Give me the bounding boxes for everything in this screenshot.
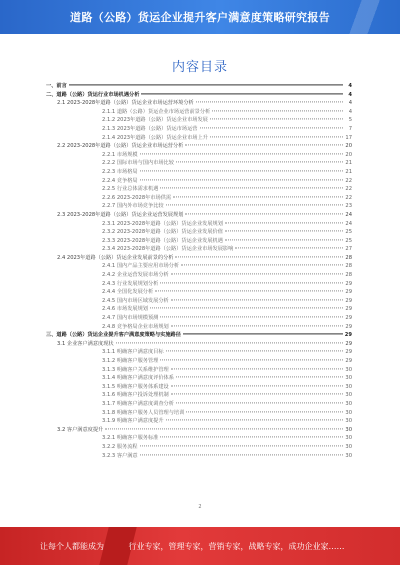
toc-entry[interactable] bbox=[46, 99, 352, 108]
toc-entry-label: 2.1.2 2023年道路（公路）货运企业市场发展 bbox=[102, 117, 208, 124]
toc-entry[interactable] bbox=[46, 434, 352, 443]
toc-entry-page: 30 bbox=[345, 443, 352, 450]
toc-entry-label: 2.2.6 2023-2028年市场供需 bbox=[102, 194, 172, 201]
toc-leader-dots bbox=[175, 256, 343, 257]
toc-entry-page: 21 bbox=[345, 168, 352, 175]
toc-entry-page: 30 bbox=[345, 366, 352, 373]
toc-leader-dots bbox=[225, 239, 343, 240]
toc-entry-label: 3.1.8 明确客户服务人员管理与培训 bbox=[102, 409, 185, 416]
toc-entry-label: 2.4 2023年道路（公路）货运企业发展前景的分析 bbox=[57, 254, 174, 261]
toc-entry-page: 5 bbox=[348, 117, 352, 124]
toc-entry-page: 30 bbox=[345, 409, 352, 416]
toc-leader-dots bbox=[183, 334, 343, 335]
toc-entry[interactable] bbox=[46, 426, 352, 435]
toc-entry-label: 2.1 2023-2028年道路（公路）货运企业市场运营环境分析 bbox=[57, 100, 194, 107]
toc-entry-label: 2.1.3 2023年道路（公路）货运市场运营 bbox=[102, 125, 198, 132]
toc-entry-page: 29 bbox=[345, 280, 352, 287]
toc-entry[interactable] bbox=[46, 159, 352, 168]
toc-entry-page: 29 bbox=[345, 306, 352, 313]
toc-leader-dots bbox=[116, 342, 343, 343]
toc-leader-dots bbox=[210, 136, 343, 137]
toc-leader-dots bbox=[185, 145, 343, 146]
toc-entry[interactable] bbox=[46, 271, 352, 280]
toc-entry-label: 2.2.3 市场格局 bbox=[102, 168, 138, 175]
toc-entry-page: 29 bbox=[345, 323, 352, 330]
toc-entry[interactable] bbox=[46, 383, 352, 392]
toc-entry-page: 25 bbox=[345, 237, 352, 244]
toc-entry[interactable] bbox=[46, 331, 352, 340]
toc-entry-label: 2.4.8 竞争格局企业市场规划 bbox=[102, 323, 169, 330]
toc-entry[interactable] bbox=[46, 280, 352, 289]
toc-entry-label: 2.2.2 国际市场与国内市场比较 bbox=[102, 160, 174, 167]
toc-entry-page: 28 bbox=[345, 272, 352, 279]
toc-entry-page: 27 bbox=[345, 246, 352, 253]
toc-entry[interactable] bbox=[46, 116, 352, 125]
toc-entry-page: 20 bbox=[345, 143, 352, 150]
toc-leader-dots bbox=[176, 377, 343, 378]
toc-entry-page: 4 bbox=[348, 83, 352, 89]
toc-leader-dots bbox=[185, 213, 343, 214]
toc-entry[interactable] bbox=[46, 228, 352, 237]
toc-leader-dots bbox=[150, 308, 343, 309]
toc-entry-page: 22 bbox=[345, 186, 352, 193]
toc-entry-label: 3.1.6 明确客户投诉处理机制 bbox=[102, 392, 169, 399]
toc-leader-dots bbox=[171, 368, 343, 369]
toc-leader-dots bbox=[160, 437, 343, 438]
toc-entry-label: 2.3.4 2023-2028年道路（公路）货运企业市场发展影响 bbox=[102, 246, 234, 253]
toc-leader-dots bbox=[225, 222, 343, 223]
toc-entry[interactable] bbox=[46, 262, 352, 271]
toc-entry-label: 3.2 客户满意度提升 bbox=[57, 426, 104, 433]
toc-leader-dots bbox=[105, 428, 343, 429]
toc-entry-page: 29 bbox=[345, 315, 352, 322]
toc-entry-label: 二、道路（公路）货运行业市场机遇分析 bbox=[46, 91, 140, 98]
toc-entry-page: 30 bbox=[345, 452, 352, 459]
toc-entry[interactable] bbox=[46, 254, 352, 263]
toc-entry-page: 29 bbox=[345, 349, 352, 356]
toc-leader-dots bbox=[181, 265, 343, 266]
toc-entry-page: 30 bbox=[345, 375, 352, 382]
toc-entry[interactable] bbox=[46, 211, 352, 220]
toc-entry-label: 2.3.3 2023-2028年道路（公路）货运企业发展机遇 bbox=[102, 237, 223, 244]
toc-entry-page: 17 bbox=[345, 134, 352, 141]
toc-leader-dots bbox=[140, 170, 343, 171]
table-of-contents bbox=[46, 82, 352, 460]
toc-entry[interactable] bbox=[46, 323, 352, 332]
toc-leader-dots bbox=[171, 385, 343, 386]
toc-entry-page: 29 bbox=[345, 297, 352, 304]
toc-entry-label: 2.2.5 行业总体需求机遇 bbox=[102, 186, 159, 193]
toc-leader-dots bbox=[196, 102, 343, 103]
toc-entry-page: 22 bbox=[345, 177, 352, 184]
toc-entry[interactable] bbox=[46, 443, 352, 452]
toc-entry-label: 3.1 企业客户满意度现状 bbox=[57, 340, 114, 347]
toc-leader-dots bbox=[140, 153, 343, 154]
toc-entry-label: 3.1.2 明确客户服务管理 bbox=[102, 358, 159, 364]
toc-entry-label: 三、道路（公路）货运企业提升客户满意度策略与实施路径 bbox=[46, 332, 181, 339]
toc-entry[interactable] bbox=[46, 452, 352, 461]
toc-leader-dots bbox=[166, 205, 343, 206]
toc-entry-label: 2.3.2 2023-2028年道路（公路）货运企业发展价值 bbox=[102, 229, 223, 236]
toc-entry[interactable] bbox=[46, 297, 352, 306]
toc-entry-label: 3.1.4 明确客户满意度评价体系 bbox=[102, 375, 174, 382]
toc-entry[interactable] bbox=[46, 91, 352, 100]
toc-entry-label: 3.2.2 服务流程 bbox=[102, 443, 138, 450]
toc-entry-label: 3.1.3 明确客户关系维护管理 bbox=[102, 366, 169, 373]
toc-leader-dots bbox=[171, 299, 343, 300]
toc-entry[interactable] bbox=[46, 409, 352, 418]
toc-leader-dots bbox=[173, 196, 343, 197]
toc-leader-dots bbox=[140, 445, 343, 446]
toc-entry-page: 30 bbox=[345, 418, 352, 425]
toc-entry[interactable] bbox=[46, 194, 352, 203]
toc-leader-dots bbox=[160, 188, 343, 189]
toc-entry[interactable] bbox=[46, 357, 352, 366]
toc-entry[interactable] bbox=[46, 185, 352, 194]
toc-leader-dots bbox=[140, 179, 343, 180]
footer-banner bbox=[0, 527, 400, 565]
toc-entry-label: 3.2.3 客户满意 bbox=[102, 452, 138, 459]
toc-entry-page: 20 bbox=[345, 151, 352, 158]
toc-entry-label: 2.3 2023-2028年道路（公路）货运企业运营发展规划 bbox=[57, 211, 184, 218]
toc-leader-dots bbox=[176, 162, 343, 163]
toc-entry-page: 22 bbox=[345, 194, 352, 201]
toc-entry-label: 2.4.7 国内市场规模预测 bbox=[102, 315, 159, 322]
toc-entry-label: 2.3.1 2023-2028年道路（公路）货运企业发展规划 bbox=[102, 220, 223, 227]
toc-entry[interactable] bbox=[46, 151, 352, 160]
toc-entry-page: 30 bbox=[345, 435, 352, 442]
toc-leader-dots bbox=[171, 394, 343, 395]
toc-leader-dots bbox=[200, 127, 344, 128]
toc-entry-page: 30 bbox=[345, 400, 352, 407]
toc-entry-label: 2.2.4 竞争格局 bbox=[102, 177, 138, 184]
toc-leader-dots bbox=[186, 411, 343, 412]
toc-entry-label: 2.1.1 道路（公路）货运企业市场运营前景分析 bbox=[102, 108, 211, 115]
toc-leader-dots bbox=[166, 420, 343, 421]
toc-entry-page: 29 bbox=[345, 358, 352, 364]
toc-entry-label: 2.4.2 企业运营发展市场分析 bbox=[102, 272, 169, 279]
toc-entry-label: 2.2.7 国内外市场竞争比较 bbox=[102, 203, 164, 210]
toc-entry[interactable] bbox=[46, 245, 352, 254]
toc-entry-page: 7 bbox=[348, 125, 352, 132]
toc-entry[interactable] bbox=[46, 202, 352, 211]
toc-entry-label: 2.4.1 国内产品主要应用市场分析 bbox=[102, 263, 180, 270]
toc-entry[interactable] bbox=[46, 340, 352, 349]
toc-entry[interactable] bbox=[46, 366, 352, 375]
toc-entry-label: 3.1.5 明确客户服务体系建设 bbox=[102, 383, 169, 390]
toc-entry-page: 4 bbox=[348, 91, 352, 98]
toc-leader-dots bbox=[155, 291, 343, 292]
toc-entry[interactable] bbox=[46, 288, 352, 297]
toc-entry-label: 3.1.1 明确客户满意度目标 bbox=[102, 349, 164, 356]
page-number: 2 bbox=[198, 504, 202, 510]
toc-leader-dots bbox=[235, 248, 343, 249]
toc-heading: 内容目录 bbox=[171, 60, 228, 75]
toc-entry-label: 2.1.4 2023年道路（公路）货运企业市场上升 bbox=[102, 134, 208, 141]
toc-entry-page: 28 bbox=[345, 254, 352, 261]
toc-leader-dots bbox=[171, 273, 343, 274]
footer-text bbox=[40, 541, 345, 552]
toc-entry-page: 29 bbox=[345, 340, 352, 347]
toc-entry[interactable] bbox=[46, 142, 352, 151]
toc-entry-label: 3.1.7 明确客户满意度调查分析 bbox=[102, 400, 174, 407]
toc-leader-dots bbox=[212, 110, 343, 111]
toc-leader-dots bbox=[176, 402, 343, 403]
toc-entry[interactable] bbox=[46, 314, 352, 323]
footer-tagline: 让每个人都能成为 bbox=[40, 542, 104, 551]
toc-entry-page: 4 bbox=[348, 108, 352, 115]
footer-roles: 行业专家，管理专家，营销专家，战略专家，成功企业家…… bbox=[128, 542, 345, 551]
toc-entry-label: 3.2.1 明确客户服务标准 bbox=[102, 435, 159, 442]
toc-entry-page: 25 bbox=[345, 229, 352, 236]
toc-entry[interactable] bbox=[46, 177, 352, 186]
toc-entry[interactable] bbox=[46, 108, 352, 117]
toc-entry-page: 30 bbox=[345, 383, 352, 390]
toc-entry[interactable] bbox=[46, 125, 352, 134]
toc-entry-page: 24 bbox=[345, 220, 352, 227]
toc-entry-page: 4 bbox=[348, 100, 352, 107]
toc-entry-label: 一、前言 bbox=[46, 83, 67, 89]
toc-entry-label: 2.4.6 市场发展规划 bbox=[102, 306, 148, 313]
toc-entry-page: 23 bbox=[345, 203, 352, 210]
toc-entry-page: 24 bbox=[345, 211, 352, 218]
toc-leader-dots bbox=[69, 84, 343, 85]
toc-entry-label: 2.4.4 全国化发展分析 bbox=[102, 289, 154, 296]
toc-leader-dots bbox=[160, 316, 343, 317]
toc-entry[interactable] bbox=[46, 220, 352, 229]
toc-entry[interactable] bbox=[46, 391, 352, 400]
toc-entry-label: 2.4.5 国内市场区域发展分析 bbox=[102, 297, 169, 304]
toc-leader-dots bbox=[171, 325, 343, 326]
toc-entry-page: 29 bbox=[344, 332, 352, 339]
toc-leader-dots bbox=[160, 282, 343, 283]
toc-leader-dots bbox=[166, 351, 343, 352]
toc-entry-page: 29 bbox=[345, 289, 352, 296]
toc-entry[interactable] bbox=[46, 348, 352, 357]
toc-entry-label: 2.2.1 市场规模 bbox=[102, 151, 138, 158]
report-header-banner bbox=[0, 0, 400, 34]
toc-entry-page: 28 bbox=[345, 263, 352, 270]
toc-leader-dots bbox=[141, 93, 343, 94]
toc-entry-label: 2.2 2023-2028年道路（公路）货运企业市场运营分析 bbox=[57, 143, 184, 150]
toc-leader-dots bbox=[210, 119, 343, 120]
toc-entry[interactable] bbox=[46, 134, 352, 143]
toc-entry-label: 3.1.9 明确客户满意度提升 bbox=[102, 418, 164, 425]
toc-leader-dots bbox=[160, 359, 343, 360]
toc-entry[interactable] bbox=[46, 417, 352, 426]
toc-entry[interactable] bbox=[46, 374, 352, 383]
toc-entry-page: 30 bbox=[345, 426, 352, 433]
toc-entry[interactable] bbox=[46, 305, 352, 314]
toc-leader-dots bbox=[140, 454, 343, 455]
toc-entry[interactable] bbox=[46, 237, 352, 246]
toc-entry[interactable] bbox=[46, 168, 352, 177]
toc-entry[interactable] bbox=[46, 400, 352, 409]
toc-entry-page: 21 bbox=[345, 160, 352, 167]
toc-entry-page: 30 bbox=[345, 392, 352, 399]
toc-leader-dots bbox=[225, 230, 343, 231]
toc-entry-label: 2.4.3 行业发展规划分析 bbox=[102, 280, 159, 287]
toc-entry[interactable] bbox=[46, 82, 352, 91]
report-title: 道路（公路）货运企业提升客户满意度策略研究报告 bbox=[70, 11, 330, 24]
